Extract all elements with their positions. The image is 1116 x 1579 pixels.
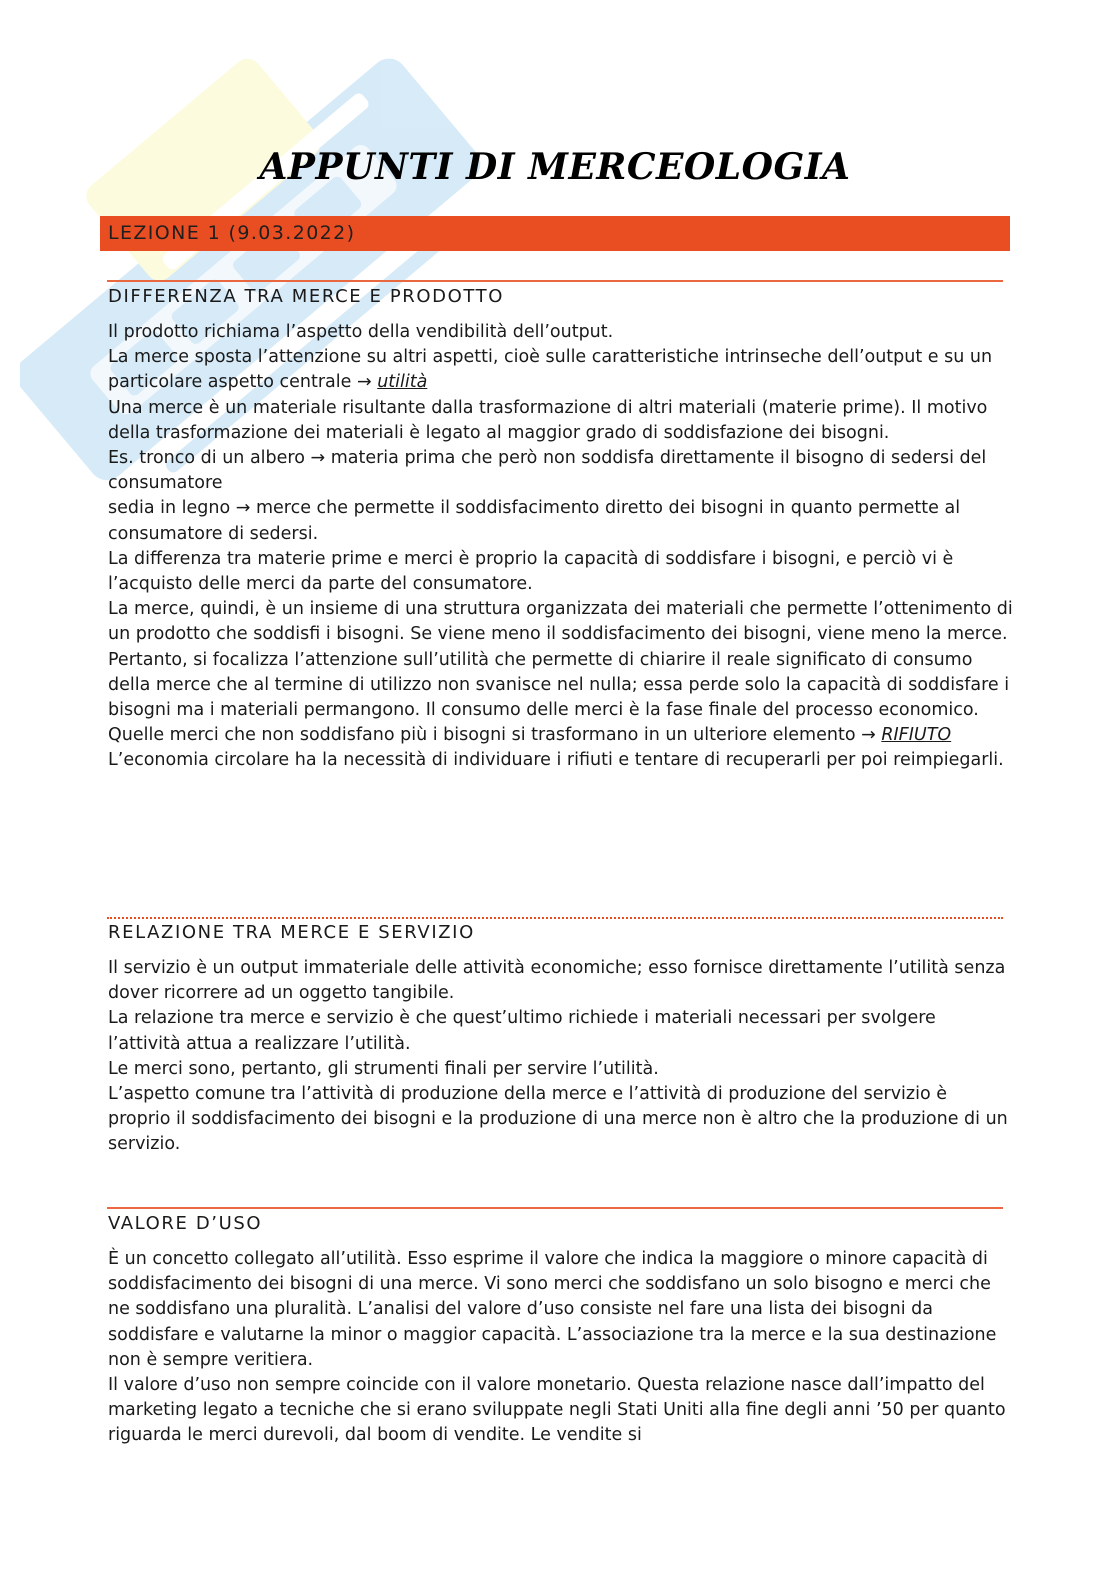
paragraph: L’aspetto comune tra l’attività di produzione della merce e l’attività di produzione del servizio è proprio il soddisfacimento dei bisogni e la produzione di una merce non è altro che la produzione di un servizio.	[108, 1084, 1008, 1155]
section-divider-dotted	[107, 917, 1003, 919]
paragraph: È un concetto collegato all’utilità. Esso esprime il valore che indica la maggiore o minore capacità di soddisfacimento dei bisogni di una merce. Vi sono merci che soddisfano un solo bisogno e merci che ne soddisfano una pluralità. L’analisi del valore d’uso consiste nel fare una lista dei bisogni da soddisfare e valutarne la minor o maggior capacità. L’associazione tra la merce e la sua destinazione non è sempre veritiera.	[108, 1249, 997, 1370]
section-body-merce-servizio	[108, 956, 1013, 1158]
paragraph: Es. tronco di un albero → materia prima che però non soddisfa direttamente il bisogno di sedersi del consumatore	[108, 448, 987, 494]
lesson-header-bar: LEZIONE 1 (9.03.2022)	[100, 216, 1010, 251]
paragraph: Le merci sono, pertanto, gli strumenti finali per servire l’utilità.	[108, 1058, 659, 1079]
emphasis-term: utilità	[377, 372, 428, 393]
paragraph: sedia in legno → merce che permette il soddisfacimento diretto dei bisogni in quanto permette al consumatore di sedersi.	[108, 498, 961, 544]
section-divider	[107, 280, 1003, 282]
paragraph: Il prodotto richiama l’aspetto della vendibilità dell’output.	[108, 322, 614, 342]
section-heading-merce-prodotto: DIFFERENZA TRA MERCE E PRODOTTO	[108, 286, 505, 307]
paragraph: Quelle merci che non soddisfano più i bisogni si trasformano in un ulteriore elemento → RIFIUTO	[108, 725, 952, 746]
section-body-valore-uso	[108, 1247, 1013, 1449]
section-heading-valore-uso: VALORE D’USO	[108, 1213, 263, 1234]
section-body-merce-prodotto	[108, 320, 1013, 774]
paragraph: Il valore d’uso non sempre coincide con il valore monetario. Questa relazione nasce dall’impatto del marketing legato a tecniche che si erano sviluppate negli Stati Uniti alla fine degli anni ’50 per quanto riguarda le merci durevoli, dal boom di vendite. Le vendite si	[108, 1375, 1006, 1446]
section-divider	[107, 1207, 1003, 1209]
section-heading-merce-servizio: RELAZIONE TRA MERCE E SERVIZIO	[108, 922, 475, 943]
emphasis-term: RIFIUTO	[881, 725, 952, 746]
paragraph: Una merce è un materiale risultante dalla trasformazione di altri materiali (materie prime). Il motivo della trasformazione dei materiali è legato al maggior grado di soddisfazione dei bisogni.	[108, 397, 988, 443]
paragraph: La relazione tra merce e servizio è che quest’ultimo richiede i materiali necessari per svolgere l’attività attua a realizzare l’utilità.	[108, 1008, 936, 1054]
paragraph: La merce, quindi, è un insieme di una struttura organizzata dei materiali che permette l’ottenimento di un prodotto che soddisfi i bisogni. Se viene meno il soddisfacimento dei bisogni, viene meno la merce.	[108, 599, 1013, 645]
paragraph: Pertanto, si focalizza l’attenzione sull’utilità che permette di chiarire il reale significato di consumo della merce che al termine di utilizzo non svanisce nel nulla; essa perde solo la capacità di soddisfare i bisogni ma i materiali permangono. Il consumo delle merci è la fase finale del processo economico.	[108, 649, 1010, 721]
document-title: APPUNTI DI MERCEOLOGIA	[259, 146, 851, 188]
paragraph: La differenza tra materie prime e merci è proprio la capacità di soddisfare i bisogni, e perciò vi è l’acquisto delle merci da parte del consumatore.	[108, 548, 954, 595]
paragraph: Il servizio è un output immateriale delle attività economiche; esso fornisce direttamente l’utilità senza dover ricorrere ad un oggetto tangibile.	[108, 958, 1006, 1004]
paragraph: La merce sposta l’attenzione su altri aspetti, cioè sulle caratteristiche intrinseche dell’output e su un particolare aspetto centrale → utilità	[108, 347, 993, 393]
paragraph: L’economia circolare ha la necessità di individuare i rifiuti e tentare di recuperarli per poi reimpiegarli.	[108, 750, 1004, 771]
